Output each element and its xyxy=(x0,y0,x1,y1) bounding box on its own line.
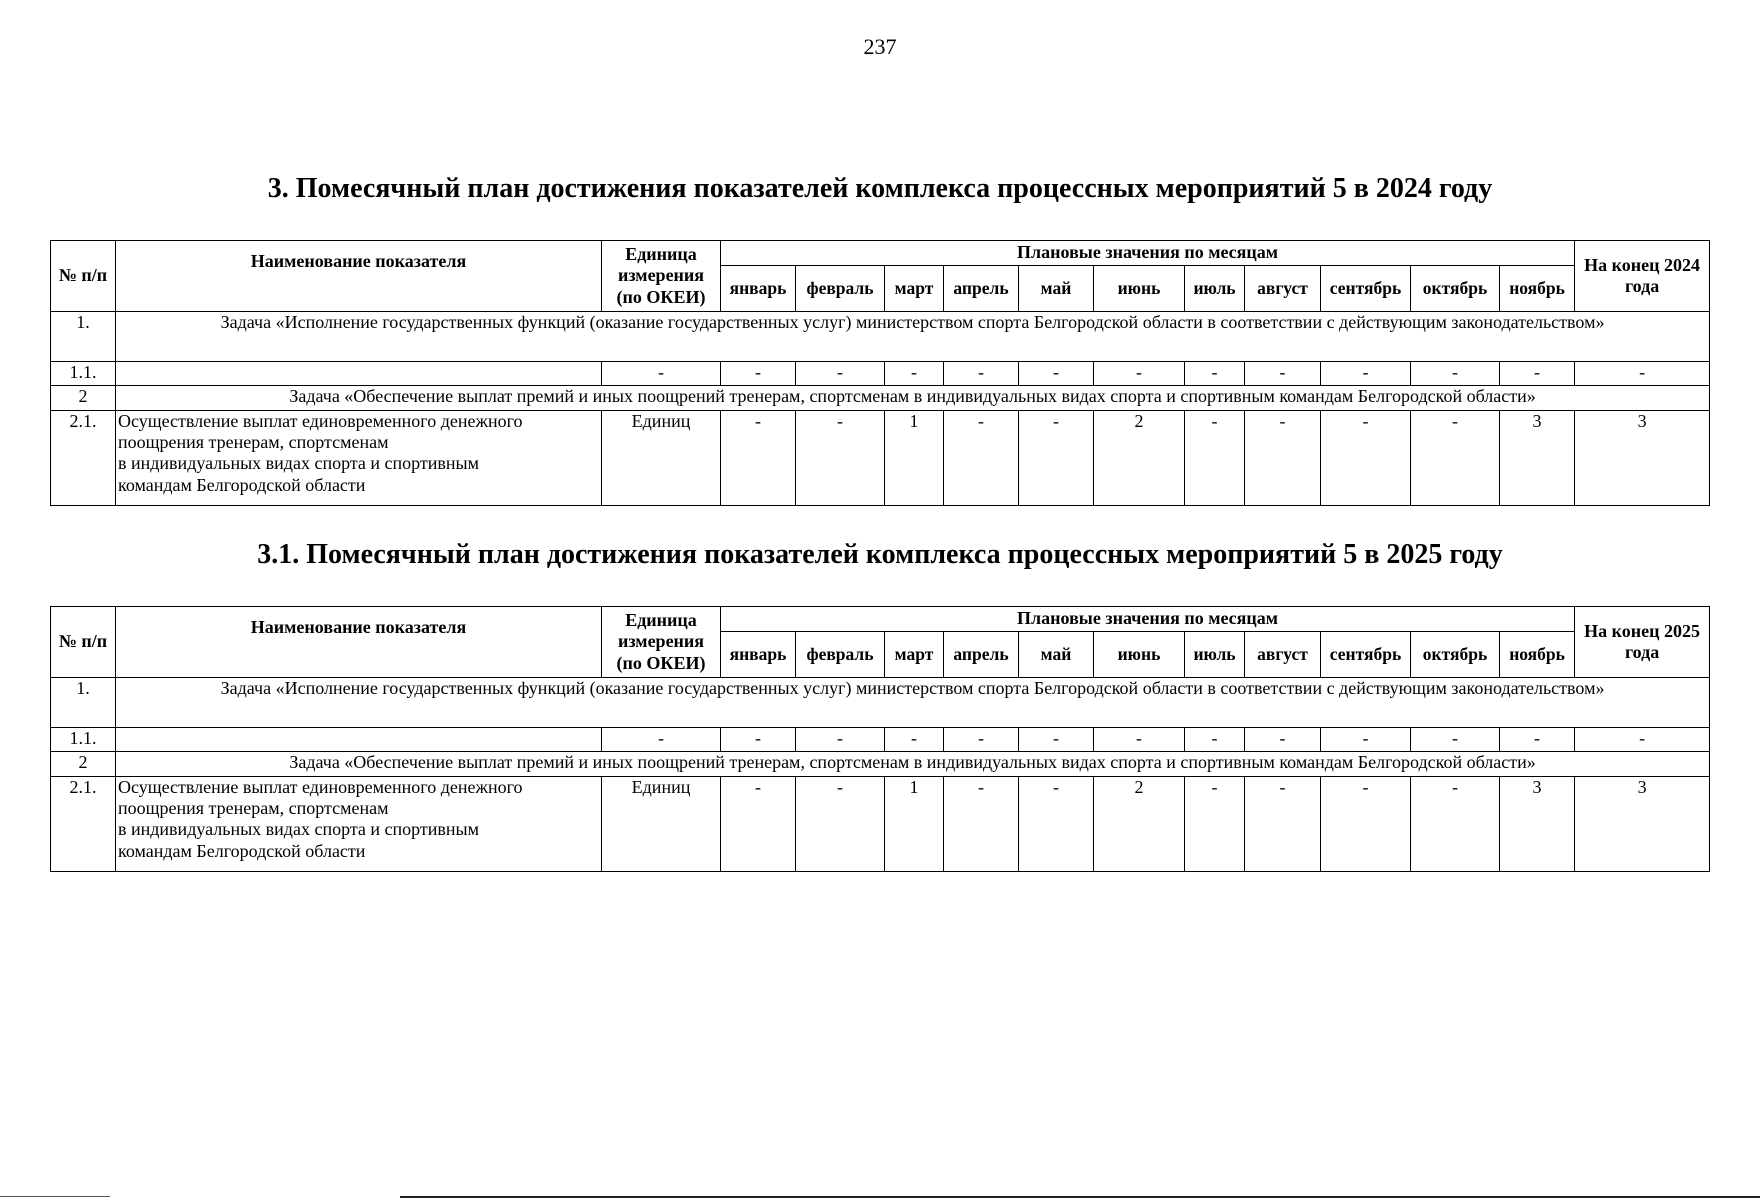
header-month: июль xyxy=(1185,266,1245,312)
month-value: - xyxy=(1411,362,1500,386)
header-unit: Единица измерения (по ОКЕИ) xyxy=(602,241,721,312)
indicator-name xyxy=(116,777,602,872)
month-value: - xyxy=(1411,411,1500,506)
month-value: - xyxy=(721,411,796,506)
month-value: 2 xyxy=(1094,411,1185,506)
month-value: - xyxy=(1500,362,1575,386)
indicator-name-line: Осуществление выплат единовременного денежного xyxy=(118,777,523,797)
year-end-value: 3 xyxy=(1575,777,1710,872)
month-value: - xyxy=(1245,362,1321,386)
unit-cell: Единиц xyxy=(602,777,721,872)
page-number: 237 xyxy=(863,34,897,59)
month-value: - xyxy=(1094,362,1185,386)
table-row xyxy=(51,362,1710,386)
table-row xyxy=(51,678,1710,728)
indicator-name-line: Осуществление выплат единовременного денежного xyxy=(118,411,523,431)
row-num: 1. xyxy=(51,678,116,728)
footer-rule-left xyxy=(0,1196,110,1197)
header-year-end: На конец 2025 года xyxy=(1575,607,1710,678)
month-value: - xyxy=(1321,362,1411,386)
task-text: Задача «Исполнение государственных функций (оказание государственных услуг) министерством спорта Белгородской области в соответствии с действующим законодательством» xyxy=(116,678,1710,728)
header-month: ноябрь xyxy=(1500,266,1575,312)
header-month: май xyxy=(1019,266,1094,312)
month-value: - xyxy=(1019,362,1094,386)
header-month: сентябрь xyxy=(1321,266,1411,312)
table-row xyxy=(51,752,1710,777)
month-value: - xyxy=(796,777,885,872)
header-month: март xyxy=(885,632,944,678)
month-value: - xyxy=(944,777,1019,872)
row-num: 1.1. xyxy=(51,728,116,752)
month-value: - xyxy=(796,728,885,752)
month-value: - xyxy=(721,728,796,752)
month-value: - xyxy=(1245,777,1321,872)
month-value: - xyxy=(1019,728,1094,752)
unit-cell: - xyxy=(602,362,721,386)
header-num: № п/п xyxy=(51,241,116,312)
month-value: 3 xyxy=(1500,777,1575,872)
header-month: апрель xyxy=(944,266,1019,312)
indicator-name xyxy=(116,362,602,386)
section-title-2025: 3.1. Помесячный план достижения показателей комплекса процессных мероприятий 5 в 2025 году xyxy=(257,539,1503,570)
header-month: октябрь xyxy=(1411,266,1500,312)
header-month: июль xyxy=(1185,632,1245,678)
header-month: ноябрь xyxy=(1500,632,1575,678)
month-value: - xyxy=(1019,411,1094,506)
month-value: - xyxy=(1321,777,1411,872)
header-month: октябрь xyxy=(1411,632,1500,678)
header-plan-by-month: Плановые значения по месяцам xyxy=(721,241,1575,266)
month-value: - xyxy=(721,777,796,872)
header-plan-by-month: Плановые значения по месяцам xyxy=(721,607,1575,632)
month-value: 1 xyxy=(885,411,944,506)
header-month: май xyxy=(1019,632,1094,678)
month-value: - xyxy=(1094,728,1185,752)
unit-cell: Единиц xyxy=(602,411,721,506)
year-end-value: - xyxy=(1575,362,1710,386)
month-value: - xyxy=(1321,728,1411,752)
monthly-plan-table-2024 xyxy=(50,240,1710,506)
month-value: - xyxy=(796,362,885,386)
month-value: - xyxy=(1019,777,1094,872)
header-month: июнь xyxy=(1094,632,1185,678)
year-end-value: - xyxy=(1575,728,1710,752)
task-text: Задача «Обеспечение выплат премий и иных поощрений тренерам, спортсменам в индивидуальных видах спорта и спортивным командам Белгородской области» xyxy=(116,386,1710,411)
header-month: апрель xyxy=(944,632,1019,678)
month-value: - xyxy=(944,411,1019,506)
table-row xyxy=(51,777,1710,872)
row-num: 2.1. xyxy=(51,777,116,872)
month-value: - xyxy=(885,728,944,752)
table-row xyxy=(51,411,1710,506)
month-value: 3 xyxy=(1500,411,1575,506)
month-value: - xyxy=(1411,728,1500,752)
task-text: Задача «Обеспечение выплат премий и иных поощрений тренерам, спортсменам в индивидуальных видах спорта и спортивным командам Белгородской области» xyxy=(116,752,1710,777)
row-num: 2 xyxy=(51,752,116,777)
indicator-name xyxy=(116,728,602,752)
indicator-name-line: в индивидуальных видах спорта и спортивным xyxy=(118,819,480,840)
month-value: 1 xyxy=(885,777,944,872)
row-num: 2.1. xyxy=(51,411,116,506)
header-month: февраль xyxy=(796,632,885,678)
header-unit: Единица измерения (по ОКЕИ) xyxy=(602,607,721,678)
header-month: август xyxy=(1245,632,1321,678)
indicator-name-line: поощрения тренерам, спортсменам xyxy=(118,798,389,819)
month-value: - xyxy=(944,728,1019,752)
month-value: - xyxy=(1245,411,1321,506)
unit-cell: - xyxy=(602,728,721,752)
month-value: - xyxy=(944,362,1019,386)
header-indicator-name: Наименование показателя xyxy=(116,241,602,312)
month-value: - xyxy=(1245,728,1321,752)
header-month: февраль xyxy=(796,266,885,312)
month-value: - xyxy=(1185,362,1245,386)
month-value: - xyxy=(796,411,885,506)
header-month: январь xyxy=(721,266,796,312)
header-month: сентябрь xyxy=(1321,632,1411,678)
month-value: - xyxy=(885,362,944,386)
section-title-2024: 3. Помесячный план достижения показателей комплекса процессных мероприятий 5 в 2024 году xyxy=(267,173,1493,204)
indicator-name xyxy=(116,411,602,506)
header-month: август xyxy=(1245,266,1321,312)
table-row xyxy=(51,386,1710,411)
month-value: - xyxy=(1185,777,1245,872)
header-month: июнь xyxy=(1094,266,1185,312)
month-value: 2 xyxy=(1094,777,1185,872)
row-num: 1. xyxy=(51,312,116,362)
footer-rule xyxy=(400,1196,1760,1198)
header-indicator-name: Наименование показателя xyxy=(116,607,602,678)
indicator-name-line: поощрения тренерам, спортсменам xyxy=(118,432,389,453)
row-num: 1.1. xyxy=(51,362,116,386)
month-value: - xyxy=(1185,411,1245,506)
header-year-end: На конец 2024 года xyxy=(1575,241,1710,312)
header-month: март xyxy=(885,266,944,312)
month-value: - xyxy=(1185,728,1245,752)
task-text: Задача «Исполнение государственных функций (оказание государственных услуг) министерством спорта Белгородской области в соответствии с действующим законодательством» xyxy=(116,312,1710,362)
indicator-name-line: в индивидуальных видах спорта и спортивным xyxy=(118,453,480,474)
table-row xyxy=(51,312,1710,362)
header-num: № п/п xyxy=(51,607,116,678)
monthly-plan-table-2025 xyxy=(50,606,1710,872)
indicator-name-line: командам Белгородской области xyxy=(118,840,366,861)
month-value: - xyxy=(1500,728,1575,752)
header-month: январь xyxy=(721,632,796,678)
year-end-value: 3 xyxy=(1575,411,1710,506)
month-value: - xyxy=(721,362,796,386)
table-row xyxy=(51,728,1710,752)
month-value: - xyxy=(1321,411,1411,506)
indicator-name-line: командам Белгородской области xyxy=(118,474,366,495)
row-num: 2 xyxy=(51,386,116,411)
month-value: - xyxy=(1411,777,1500,872)
